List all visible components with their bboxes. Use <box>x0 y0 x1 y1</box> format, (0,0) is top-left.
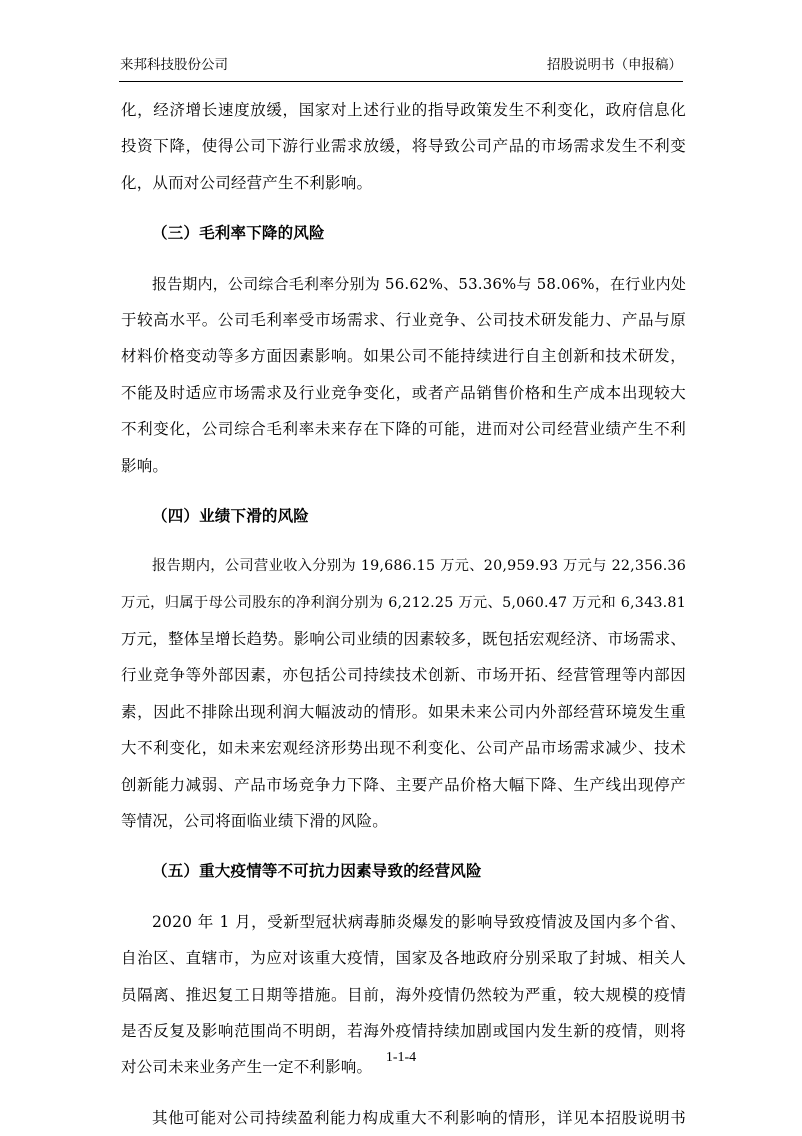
section4-paragraph <box>121 548 686 839</box>
paragraph-line: 等情况，公司将面临业绩下滑的风险。 <box>121 812 388 831</box>
paragraph-line: 化，经济增长速度放缓，国家对上述行业的指导政策发生不利变化，政府信息化 <box>121 101 686 119</box>
paragraph-line: 自治区、直辖市，为应对该重大疫情，国家及各地政府分别采取了封城、相关人 <box>121 949 686 968</box>
paragraph-line: 于较高水平。公司毛利率受市场需求、行业竞争、公司技术研发能力、产品与原 <box>121 310 686 329</box>
paragraph-line: 是否反复及影响范围尚不明朗，若海外疫情持续加剧或国内发生新的疫情，则将 <box>121 1021 686 1040</box>
paragraph-line: 2020 年 1 月，受新型冠状病毒肺炎爆发的影响导致疫情波及国内多个省、 <box>152 912 686 931</box>
paragraph-line: 影响。 <box>121 456 169 475</box>
paragraph-line: 万元，整体呈增长趋势。影响公司业绩的因素较多，既包括宏观经济、市场需求、 <box>121 630 686 649</box>
paragraph-line: 投资下降，使得公司下游行业需求放缓，将导致公司产品的市场需求发生不利变 <box>121 137 686 156</box>
intro-paragraph <box>121 92 686 201</box>
section3-paragraph <box>121 266 686 484</box>
paragraph-line: 材料价格变动等多方面因素影响。如果公司不能持续进行自主创新和技术研发， <box>121 347 686 366</box>
paragraph-line: 报告期内，公司综合毛利率分别为 56.62%、53.36%与 58.06%，在行业内处 <box>152 274 686 293</box>
section-heading-4: （四）业绩下滑的风险 <box>152 506 310 525</box>
section-heading-3: （三）毛利率下降的风险 <box>152 224 325 243</box>
paragraph-line: 化，从而对公司经营产生不利影响。 <box>121 173 373 192</box>
paragraph-line: 不能及时适应市场需求及行业竞争变化，或者产品销售价格和生产成本出现较大 <box>121 383 686 402</box>
document-body <box>121 92 686 1136</box>
page-number: 1-1-4 <box>385 1050 417 1065</box>
paragraph-line: 报告期内，公司营业收入分别为 19,686.15 万元、20,959.93 万元与 22,356.36 <box>152 558 686 575</box>
paragraph-line: 对公司未来业务产生一定不利影响。 <box>121 1058 373 1077</box>
document-title: 招股说明书（申报稿） <box>547 57 682 73</box>
page-header <box>119 47 683 82</box>
paragraph-line: 万元，归属于母公司股东的净利润分别为 6,212.25 万元、5,060.47 万元和 6,343.81 <box>121 594 686 611</box>
paragraph-line: 员隔离、推迟复工日期等措施。目前，海外疫情仍然较为严重，较大规模的疫情 <box>121 985 686 1004</box>
paragraph-line: 创新能力减弱、产品市场竞争力下降、主要产品价格大幅下降、生产线出现停产 <box>121 775 686 794</box>
paragraph-line: 不利变化，公司综合毛利率未来存在下降的可能，进而对公司经营业绩产生不利 <box>121 420 686 439</box>
company-name: 来邦科技股份公司 <box>120 57 228 73</box>
section-heading-5: （五）重大疫情等不可抗力因素导致的经营风险 <box>152 862 482 881</box>
paragraph-line: 素，因此不排除出现利润大幅波动的情形。如果未来公司内外部经营环境发生重 <box>121 702 686 721</box>
paragraph-line: 大不利变化，如未来宏观经济形势出现不利变化、公司产品市场需求减少、技术 <box>121 739 686 758</box>
closing-paragraph-line: 其他可能对公司持续盈利能力构成重大不利影响的情形，详见本招股说明书 <box>152 1108 686 1127</box>
paragraph-line: 行业竞争等外部因素，亦包括公司持续技术创新、市场开拓、经营管理等内部因 <box>121 666 686 685</box>
